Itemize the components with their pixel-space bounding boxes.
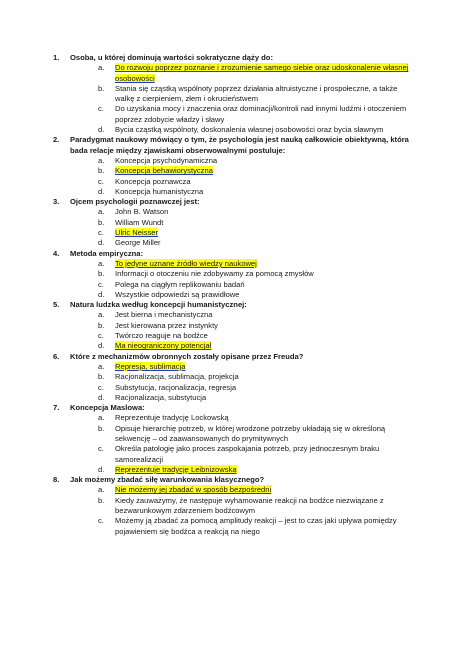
answer-options (70, 485, 410, 536)
question-3 (53, 197, 410, 248)
answer-option (70, 228, 410, 238)
answer-option (70, 516, 410, 537)
answer-option (70, 310, 410, 320)
answer-option (70, 496, 410, 517)
option-text: Kiedy zauważymy, że następuje wyhamowanie reakcji na bodźce niezwiązane z bezwarunkowym zdarzeniem bodźcowym (115, 495, 384, 516)
answer-option (70, 372, 410, 382)
highlighted-answer-text: Do rozwoju poprzez poznanie i zrozumienie samego siebie oraz udoskonalenie własnej osobowości (115, 63, 409, 83)
option-letter: c. (98, 331, 104, 341)
answer-option (70, 187, 410, 197)
option-letter: b. (98, 423, 105, 433)
question-text: Które z mechanizmów obronnych zostały opisane przez Freuda? (70, 351, 304, 361)
highlighted-answer-text: Koncepcja behawiorystyczna (115, 166, 213, 176)
option-letter: a. (98, 207, 105, 217)
answer-option (70, 218, 410, 228)
option-text: William Wundt (115, 217, 164, 227)
question-4 (53, 248, 410, 300)
option-text: Koncepcja poznawcza (115, 176, 191, 186)
answer-option (70, 166, 410, 176)
answer-option (70, 362, 410, 372)
answer-option (70, 465, 410, 475)
option-letter: c. (98, 382, 104, 392)
question-number: 8. (53, 475, 60, 485)
answer-options (70, 310, 410, 351)
option-letter: c. (98, 516, 104, 526)
answer-options (70, 259, 410, 300)
option-text: Reprezentuje tradycję Lockowską (115, 413, 229, 423)
answer-option (70, 280, 410, 290)
option-letter: d. (98, 392, 105, 402)
option-letter: b. (98, 320, 105, 330)
answer-option (70, 269, 410, 279)
answer-option (70, 104, 410, 125)
option-letter: b. (98, 495, 105, 505)
option-text: Jest kierowana przez instynkty (115, 320, 218, 330)
option-text: Racjonalizacja, sublimacja, projekcja (115, 372, 239, 382)
question-1 (53, 53, 410, 135)
option-letter: c. (98, 104, 104, 114)
option-text: Opisuje hierarchię potrzeb, w której wrodzone potrzeby układają się w określoną sekwencję – od zaawansowanych do prymitywnych (115, 423, 386, 443)
question-number: 5. (53, 300, 60, 310)
highlighted-answer-text: Ma nieograniczony potencjał (115, 341, 212, 351)
question-text: Natura ludzka według koncepcji humanistycznej: (70, 300, 247, 310)
answer-option (70, 259, 410, 269)
option-text: Bycia cząstką wspólnoty, doskonalenia własnej osobowości oraz bycia sławnym (115, 125, 384, 135)
answer-option (70, 393, 410, 403)
option-letter: d. (98, 289, 105, 299)
answer-option (70, 331, 410, 341)
option-letter: d. (98, 238, 105, 248)
option-letter: d. (98, 341, 105, 351)
answer-option (70, 444, 410, 465)
question-number: 4. (53, 248, 60, 258)
option-text: Możemy ją zbadać za pomocą amplitudy reakcji – jest to czas jaki upływa pomiędzy pojawieniem się bodźca a reakcją na niego (115, 516, 397, 536)
option-letter: a. (98, 63, 105, 73)
question-number: 7. (53, 403, 60, 413)
option-text: Racjonalizacja, substytucja (115, 392, 207, 402)
option-letter: b. (98, 269, 105, 279)
question-list (53, 53, 410, 537)
question-text: Ojcem psychologii poznawczej jest: (70, 197, 200, 207)
option-letter: a. (98, 485, 105, 495)
option-text: John B. Watson (115, 207, 169, 217)
option-text: Polega na ciągłym replikowaniu badań (115, 279, 245, 289)
option-letter: d. (98, 186, 105, 196)
option-letter: d. (98, 464, 105, 474)
option-text: Stania się cząstką wspólnoty poprzez działania altruistyczne i prospołeczne, a także walkę z cierpieniem, złem i okrucieństwem (115, 83, 398, 104)
option-text: Jest bierna i mechanistyczna (115, 310, 213, 320)
answer-option (70, 424, 410, 445)
option-letter: c. (98, 444, 104, 454)
option-letter: b. (98, 372, 105, 382)
answer-options (70, 362, 410, 403)
question-text: Osoba, u której dominują wartości sokratyczne dąży do: (70, 53, 273, 62)
answer-option (70, 290, 410, 300)
question-number: 6. (53, 351, 60, 361)
question-5 (53, 300, 410, 351)
answer-options (70, 413, 410, 475)
option-letter: d. (98, 125, 105, 135)
answer-option (70, 84, 410, 105)
option-letter: b. (98, 217, 105, 227)
question-2 (53, 135, 410, 197)
answer-option (70, 125, 410, 135)
answer-option (70, 177, 410, 187)
answer-options (70, 63, 410, 135)
highlighted-answer-text: To jedyne uznane źródło wiedzy naukowej (115, 258, 257, 268)
question-text: Koncepcja Maslowa: (70, 403, 145, 413)
option-letter: a. (98, 310, 105, 320)
option-letter: a. (98, 258, 105, 268)
answer-option (70, 383, 410, 393)
option-text: George Miller (115, 238, 161, 248)
answer-option (70, 413, 410, 423)
option-text: Do uzyskania mocy i znaczenia oraz dominacji/kontroli nad innymi ludźmi i otoczeniem poprzez zdobycie władzy i sławy (115, 104, 407, 124)
option-letter: c. (98, 176, 104, 186)
option-letter: c. (98, 228, 104, 238)
option-letter: b. (98, 166, 105, 176)
question-text: Metoda empiryczna: (70, 248, 144, 258)
answer-option (70, 207, 410, 217)
question-number: 1. (53, 53, 60, 62)
option-letter: a. (98, 413, 105, 423)
option-letter: a. (98, 361, 105, 371)
option-letter: b. (98, 83, 105, 93)
question-8 (53, 475, 410, 537)
answer-options (70, 156, 410, 197)
answer-option (70, 156, 410, 166)
option-text: Koncepcja psychodynamiczna (115, 155, 218, 165)
highlighted-answer-text: Represja, sublimacja (115, 361, 186, 371)
question-text: Jak możemy zbadać siłę warunkowania klasycznego? (70, 475, 265, 485)
option-text: Twórczo reaguje na bodźce (115, 331, 208, 341)
answer-options (70, 207, 410, 248)
highlighted-answer-text: Ulric Neisser (115, 228, 159, 238)
question-number: 3. (53, 197, 60, 207)
option-letter: c. (98, 279, 104, 289)
answer-option (70, 485, 410, 495)
question-number: 2. (53, 135, 60, 145)
answer-option (70, 63, 410, 84)
highlighted-answer-text: Reprezentuje tradycję Leibnizowska (115, 464, 237, 474)
question-7 (53, 403, 410, 475)
option-text: Określa patologię jako proces zaspokajania potrzeb, przy jednoczesnym braku samorealizacji (115, 444, 380, 464)
option-text: Informacji o otoczeniu nie zdobywamy za pomocą zmysłów (115, 269, 314, 279)
option-letter: a. (98, 155, 105, 165)
option-text: Substytucja, racjonalizacja, regresja (115, 382, 237, 392)
answer-option (70, 321, 410, 331)
option-text: Koncepcja humanistyczna (115, 186, 204, 196)
answer-option (70, 238, 410, 248)
answer-option (70, 341, 410, 351)
question-6 (53, 351, 410, 403)
question-text: Paradygmat naukowy mówiący o tym, że psychologia jest nauką całkowicie obiektywną, która bada relacje między zjawiskami obserwowalnymi postuluje: (70, 135, 409, 155)
highlighted-answer-text: Nie możemy jej zbadać w sposób bezpośredni (115, 485, 272, 495)
option-text: Wszystkie odpowiedzi są prawidłowe (115, 289, 240, 299)
